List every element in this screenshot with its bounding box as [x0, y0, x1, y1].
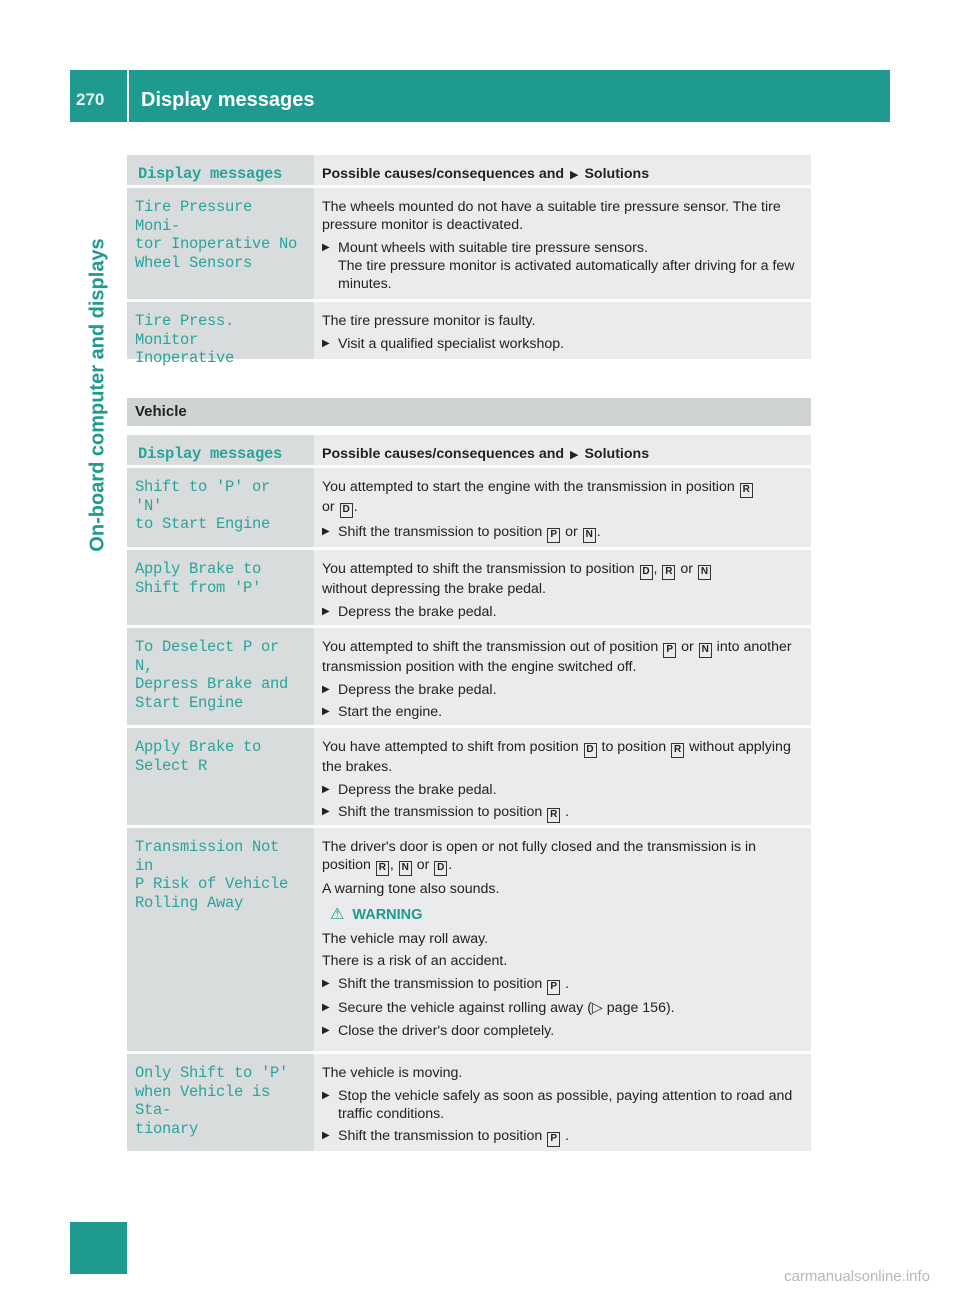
message-solution: You attempted to shift the transmission out of position P or N into another transmission position with the engine switched off. ▶ Depress the brake pedal. ▶ Start the engine. — [314, 628, 811, 725]
gear-r-icon: R — [376, 861, 389, 876]
solution-step — [322, 999, 803, 1017]
solution-step: ▶ Mount wheels with suitable tire pressure sensors. The tire pressure monitor is activated automatically after driving for a few minutes. — [322, 239, 795, 292]
display-message: Apply Brake to Shift from 'P' — [127, 550, 314, 625]
tire-pressure-table — [127, 155, 811, 367]
gear-n-icon: N — [698, 565, 711, 580]
table-header — [127, 435, 811, 468]
solution-step: ▶ Start the engine. — [322, 704, 443, 720]
step-arrow-icon: ▶ — [322, 525, 330, 537]
section-title-vehicle: Vehicle — [127, 398, 811, 426]
gear-p-icon: P — [663, 643, 676, 658]
solution-step: ▶ Stop the vehicle safely as soon as possible, paying attention to road and traffic conditions. — [322, 1087, 793, 1122]
gear-r-icon: R — [740, 483, 753, 498]
table-row — [127, 188, 811, 302]
gear-p-icon: P — [547, 980, 560, 995]
step-arrow-icon: ▶ — [322, 241, 330, 253]
message-solution: The driver's door is open or not fully closed and the transmission is in position R , N or D . A warning tone also sounds. ⚠ WARNING The vehicle may roll away. There is a risk of an accident. ▶ Shift the transmission to position P . ▶ Secure the vehicle against rolling away (▷ page 156). ▶ Close the driver's door completely. — [314, 828, 811, 1051]
gear-d-icon: D — [434, 861, 447, 876]
solution-step: ▶ Visit a qualified specialist workshop. — [322, 335, 565, 352]
step-arrow-icon: ▶ — [322, 1130, 330, 1141]
solution-step: ▶ Shift the transmission to position P or N . — [322, 523, 803, 543]
display-message: Transmission Not in P Risk of Vehicle Rolling Away — [127, 828, 314, 1051]
col-display-messages: Display messages — [127, 435, 314, 465]
page-number: 270 — [76, 90, 105, 109]
step-arrow-icon: ▶ — [322, 605, 330, 617]
page-reference: Secure the vehicle against rolling away (▷ page 156). — [338, 1000, 675, 1016]
gear-p-icon: P — [547, 528, 560, 543]
warning-label: ⚠ WARNING — [330, 906, 423, 923]
gear-n-icon: N — [699, 643, 712, 658]
table-row — [127, 828, 811, 1054]
gear-d-icon: D — [640, 565, 653, 580]
table-row — [127, 550, 811, 628]
gear-p-icon: P — [547, 1132, 560, 1147]
display-message: Apply Brake to Select R — [127, 728, 314, 825]
display-message: Tire Press. Monitor Inoperative — [127, 302, 314, 359]
message-solution: You have attempted to shift from position D to position R without applying the brakes. ▶ Depress the brake pedal. ▶ Shift the transmission to position R . — [314, 728, 811, 825]
table-row — [127, 468, 811, 550]
gear-n-icon: N — [583, 528, 596, 543]
table-header — [127, 155, 811, 188]
display-message: Only Shift to 'P' when Vehicle is Sta- tionary — [127, 1054, 314, 1151]
gear-n-icon: N — [399, 861, 412, 876]
gear-d-icon: D — [340, 503, 353, 518]
step-arrow-icon: ▶ — [322, 1002, 330, 1013]
message-solution: The wheels mounted do not have a suitable tire pressure sensor. The tire pressure monitor is deactivated. ▶ Mount wheels with suitable tire pressure sensors. The tire pressure monitor is activated automatically after driving for a few minutes. — [314, 188, 811, 299]
page-title: Display messages — [141, 89, 315, 111]
solution-step: ▶ Shift the transmission to position P . — [322, 1127, 803, 1147]
step-arrow-icon: ▶ — [322, 977, 330, 989]
solution-arrow-icon: ▶ — [570, 169, 579, 181]
footer-watermark: carmanualsonline.info — [784, 1268, 930, 1285]
warning-triangle-icon: ⚠ — [330, 906, 345, 923]
solution-step: ▶ Shift the transmission to position R . — [322, 803, 803, 823]
gear-d-icon: D — [584, 743, 597, 758]
solution-step: ▶ Shift the transmission to position P . — [322, 975, 803, 995]
side-tab-block — [70, 1222, 127, 1274]
display-message: To Deselect P or N, Depress Brake and Start Engine — [127, 628, 314, 725]
solution-arrow-icon: ▶ — [570, 449, 579, 461]
col-display-messages: Display messages — [127, 155, 314, 185]
message-solution: The tire pressure monitor is faulty. ▶ Visit a qualified specialist workshop. — [314, 302, 811, 359]
step-arrow-icon: ▶ — [322, 806, 330, 817]
step-arrow-icon: ▶ — [322, 783, 330, 795]
message-solution: The vehicle is moving. ▶ Stop the vehicle safely as soon as possible, paying attention to road and traffic conditions. ▶ Shift the transmission to position P . — [314, 1054, 811, 1151]
solution-step: ▶ Depress the brake pedal. — [322, 681, 497, 698]
step-arrow-icon: ▶ — [322, 1089, 330, 1101]
message-solution: You attempted to shift the transmission to position D , R or N without depressing the brake pedal. ▶ Depress the brake pedal. — [314, 550, 811, 625]
gear-r-icon: R — [671, 743, 684, 758]
gear-r-icon: R — [662, 565, 675, 580]
vehicle-table — [127, 435, 811, 1154]
solution-step: ▶ Close the driver's door completely. — [322, 1022, 555, 1039]
table-row — [127, 302, 811, 367]
gear-r-icon: R — [547, 808, 560, 823]
side-tab-label: On-board computer and displays — [86, 238, 109, 552]
step-arrow-icon: ▶ — [322, 706, 330, 717]
step-arrow-icon: ▶ — [322, 683, 330, 695]
col-causes-solutions: Possible causes/consequences and ▶ Solutions — [314, 435, 811, 465]
display-message: Shift to 'P' or 'N' to Start Engine — [127, 468, 314, 547]
display-message: Tire Pressure Moni- tor Inoperative No Wheel Sensors — [127, 188, 314, 299]
header-divider — [127, 70, 129, 122]
table-row — [127, 728, 811, 828]
col-causes-solutions: Possible causes/consequences and ▶ Solutions — [314, 155, 811, 185]
table-row — [127, 1054, 811, 1154]
step-arrow-icon: ▶ — [322, 1024, 330, 1036]
solution-step: ▶ Depress the brake pedal. — [322, 781, 497, 798]
table-row — [127, 628, 811, 728]
message-solution: You attempted to start the engine with the transmission in position R or D . ▶ Shift the transmission to position P or N . — [314, 468, 811, 547]
solution-step: ▶ Depress the brake pedal. — [322, 603, 497, 620]
step-arrow-icon: ▶ — [322, 337, 330, 349]
